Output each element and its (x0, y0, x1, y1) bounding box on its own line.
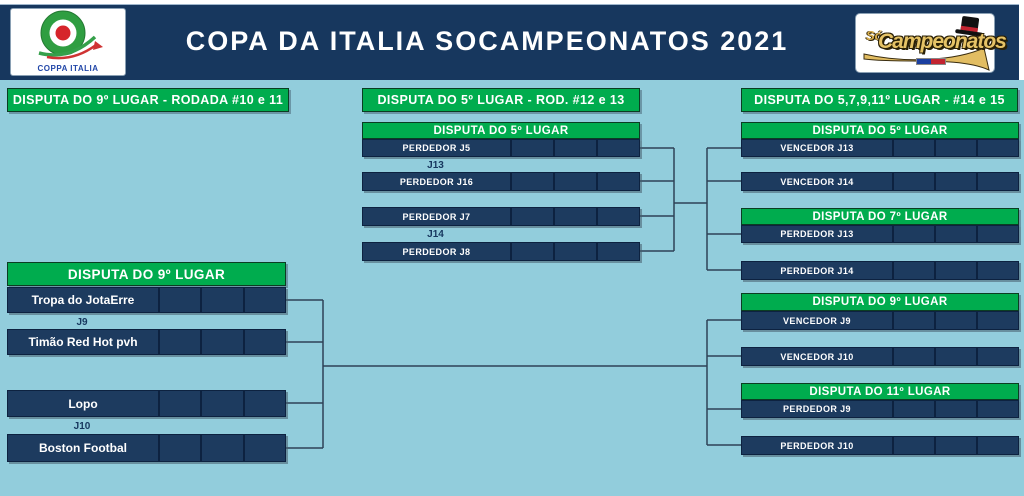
score-cell (158, 330, 200, 354)
score-cell (934, 312, 976, 329)
match-id-j13: J13 (427, 159, 444, 171)
team-name: PERDEDOR J5 (402, 143, 471, 153)
score-cell (976, 348, 1018, 365)
score-cell (892, 140, 934, 156)
match-slot-perdedor-j9 (741, 400, 1019, 418)
score-cell (596, 243, 639, 260)
score-cell (892, 312, 934, 329)
team-name: Tropa do JotaErre (31, 293, 135, 307)
match-slot-perdedor-j7 (362, 207, 640, 226)
section-bar-round14-15: DISPUTA DO 5,7,9,11º LUGAR - #14 e 15 (741, 88, 1018, 112)
score-cell (892, 437, 934, 454)
score-cell (976, 226, 1018, 242)
team-name: Boston Footbal (39, 441, 127, 455)
score-cell (976, 173, 1018, 190)
score-cell (892, 226, 934, 242)
score-cell (976, 140, 1018, 156)
score-cell (243, 435, 285, 461)
score-cell (243, 288, 285, 312)
score-cell (510, 140, 553, 156)
section-bar-round12-13: DISPUTA DO 5º LUGAR - ROD. #12 e 13 (362, 88, 640, 112)
middle-bracket-header: DISPUTA DO 5º LUGAR (362, 122, 640, 139)
score-cell (976, 262, 1018, 279)
team-name: VENCEDOR J9 (783, 315, 851, 326)
score-cell (596, 140, 639, 156)
score-cell (596, 208, 639, 225)
match-slot-lopo (7, 390, 286, 417)
match-slot-timao-red-hot-pvh (7, 329, 286, 355)
score-cell (158, 391, 200, 416)
score-cell (934, 437, 976, 454)
team-name: PERDEDOR J9 (783, 404, 851, 414)
socampeonatos-logo (855, 13, 1006, 73)
score-cell (243, 391, 285, 416)
team-name: VENCEDOR J10 (780, 351, 854, 362)
team-name: PERDEDOR J13 (780, 229, 854, 239)
score-cell (200, 288, 242, 312)
left-bracket-header: DISPUTA DO 9º LUGAR (7, 262, 286, 286)
match-slot-perdedor-j13 (741, 225, 1019, 243)
match-slot-perdedor-j16 (362, 172, 640, 191)
score-cell (553, 208, 596, 225)
score-cell (510, 208, 553, 225)
score-cell (200, 391, 242, 416)
team-name: PERDEDOR J14 (780, 265, 854, 276)
score-cell (200, 330, 242, 354)
final-9th-header: DISPUTA DO 9º LUGAR (741, 293, 1019, 311)
match-slot-perdedor-j5 (362, 139, 640, 157)
team-name: Timão Red Hot pvh (28, 335, 138, 349)
score-cell (510, 173, 553, 190)
score-cell (976, 312, 1018, 329)
match-slot-tropa-do-jotaerre (7, 287, 286, 313)
match-slot-perdedor-j10 (741, 436, 1019, 455)
page-title: COPA DA ITALIA SOCAMPEONATOS 2021 (185, 26, 789, 56)
match-slot-vencedor-j10 (741, 347, 1019, 366)
match-slot-vencedor-j13 (741, 139, 1019, 157)
score-cell (510, 243, 553, 260)
coppa-italia-caption: COPPA ITALIA (37, 64, 99, 73)
score-cell (892, 262, 934, 279)
team-name: PERDEDOR J7 (402, 211, 471, 222)
score-cell (934, 173, 976, 190)
team-name: PERDEDOR J16 (399, 176, 474, 187)
score-cell (553, 140, 596, 156)
section-bar-round10-11: DISPUTA DO 9º LUGAR - RODADA #10 e 11 (7, 88, 289, 112)
score-cell (892, 348, 934, 365)
logo-wordmark: Campeonatos (878, 30, 1006, 53)
score-cell (934, 140, 976, 156)
match-slot-boston-footbal (7, 434, 286, 462)
score-cell (200, 435, 242, 461)
match-slot-perdedor-j14 (741, 261, 1019, 280)
team-name: VENCEDOR J14 (780, 176, 854, 187)
score-cell (934, 262, 976, 279)
match-slot-vencedor-j14 (741, 172, 1019, 191)
match-id-j14: J14 (427, 229, 444, 240)
score-cell (934, 348, 976, 365)
score-cell (243, 330, 285, 354)
right-edge-strip (1019, 0, 1024, 80)
score-cell (934, 401, 976, 417)
final-7th-header: DISPUTA DO 7º LUGAR (741, 208, 1019, 225)
score-cell (892, 401, 934, 417)
score-cell (158, 435, 200, 461)
final-11th-header: DISPUTA DO 11º LUGAR (741, 383, 1019, 400)
score-cell (596, 173, 639, 190)
score-cell (976, 401, 1018, 417)
team-name: VENCEDOR J13 (780, 143, 854, 153)
logo-flag-bar (916, 58, 946, 65)
score-cell (892, 173, 934, 190)
final-5th-header: DISPUTA DO 5º LUGAR (741, 122, 1019, 139)
match-id-j9: J9 (76, 316, 88, 328)
team-name: PERDEDOR J8 (402, 246, 471, 257)
team-name: Lopo (68, 396, 98, 411)
logo-prefix: Só (866, 28, 883, 43)
team-name: PERDEDOR J10 (780, 440, 854, 451)
score-cell (553, 173, 596, 190)
score-cell (934, 226, 976, 242)
match-id-j10: J10 (73, 420, 91, 432)
match-slot-perdedor-j8 (362, 242, 640, 261)
score-cell (553, 243, 596, 260)
coppa-italia-logo (10, 8, 126, 76)
score-cell (158, 288, 200, 312)
coppa-italia-target-icon (11, 9, 123, 61)
match-slot-vencedor-j9 (741, 311, 1019, 330)
score-cell (976, 437, 1018, 454)
